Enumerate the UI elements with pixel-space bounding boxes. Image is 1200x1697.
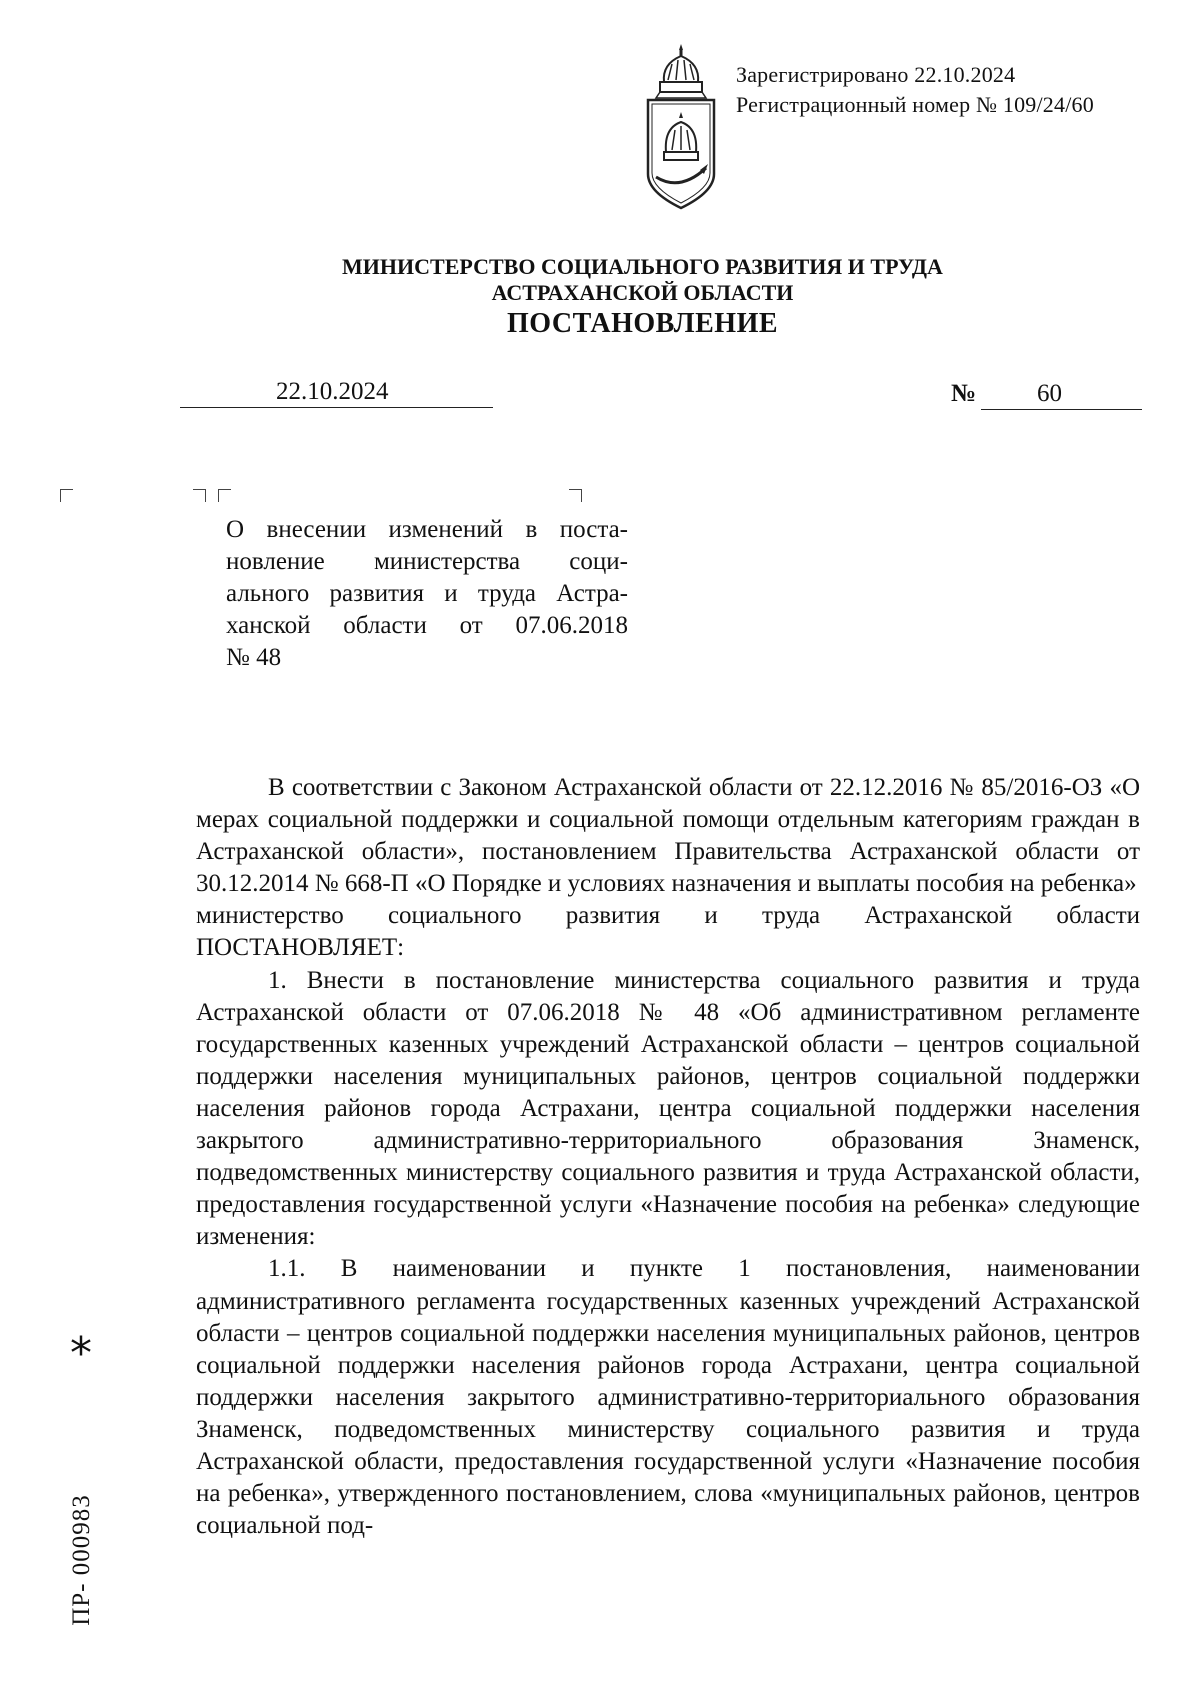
corner-mark-subject-open	[218, 489, 231, 502]
decrees-heading: ПОСТАНОВЛЯЕТ:	[196, 934, 405, 962]
corner-mark-subject-close	[569, 489, 582, 502]
number-sign: №	[951, 380, 977, 407]
corner-mark-left-close	[193, 489, 206, 502]
document-date: 22.10.2024	[276, 378, 389, 405]
issuing-ministry: министерство социального развития и труда Астраханской области	[196, 902, 1140, 930]
subject-line: ального развития и труда Астра-	[226, 580, 628, 607]
subject-line: О внесении изменений в поста-	[226, 516, 628, 543]
margin-asterisk: *	[70, 1328, 92, 1379]
document-type-title: ПОСТАНОВЛЕНИЕ	[506, 308, 779, 339]
date-underline	[180, 407, 493, 408]
corner-mark-left-open	[60, 489, 73, 502]
ministry-name-line1: МИНИСТЕРСТВО СОЦИАЛЬНОГО РАЗВИТИЯ И ТРУДА	[342, 254, 943, 279]
document-subject	[226, 514, 628, 674]
coat-of-arms-emblem	[642, 42, 720, 212]
registration-date: Зарегистрировано 22.10.2024	[736, 62, 1016, 87]
registration-number: Регистрационный номер № 109/24/60	[736, 92, 1094, 117]
item-1-paragraph: 1. Внести в постановление министерства социального развития и труда Астраханской области от 07.06.2018 № 48 «Об административном регламенте государственных казенных учреждений Астраханской области – центров социальной поддержки населения муниципальных районов, центров социальной поддержки населения районов города Астрахани, центра социальной поддержки населения закрытого административно-территориального образования Знаменск, подведомственных министерству социального развития и труда Астраханской области, предоставления государственной услуги «Назначение пособия на ребенка» следующие изменения:	[196, 966, 1140, 1251]
subject-line: новление министерства соци-	[226, 548, 628, 575]
item-1-1-paragraph: 1.1. В наименовании и пункте 1 постановления, наименовании административного регламента государственных казенных учреждений Астраханской области – центров социальной поддержки населения муниципальных районов, центров социальной поддержки населения районов города Астрахани, центра социальной поддержки населения закрытого административно-территориального образования Знаменск, подведомственных министерству социального развития и труда Астраханской области, предоставления государственной услуги «Назначение пособия на ребенка», утвержденного постановлением, слова «муниципальных районов, центров социальной под-	[196, 1255, 1140, 1540]
document-number: 60	[1037, 380, 1062, 407]
margin-document-code: ПР- 000983	[68, 1494, 95, 1626]
document-body	[196, 772, 1140, 1542]
preamble-paragraph: В соответствии с Законом Астраханской области от 22.12.2016 № 85/2016-ОЗ «О мерах социальной поддержки и социальной помощи отдельным категориям граждан в Астраханской области», постановлением Правительства Астраханской области от 30.12.2014 № 668-П «О Порядке и условиях назначения и выплаты пособия на ребенка»	[196, 774, 1140, 898]
subject-line: № 48	[226, 644, 282, 671]
number-underline	[981, 409, 1142, 410]
subject-line: ханской области от 07.06.2018	[226, 612, 628, 639]
ministry-name-line2: АСТРАХАНСКОЙ ОБЛАСТИ	[491, 280, 794, 305]
